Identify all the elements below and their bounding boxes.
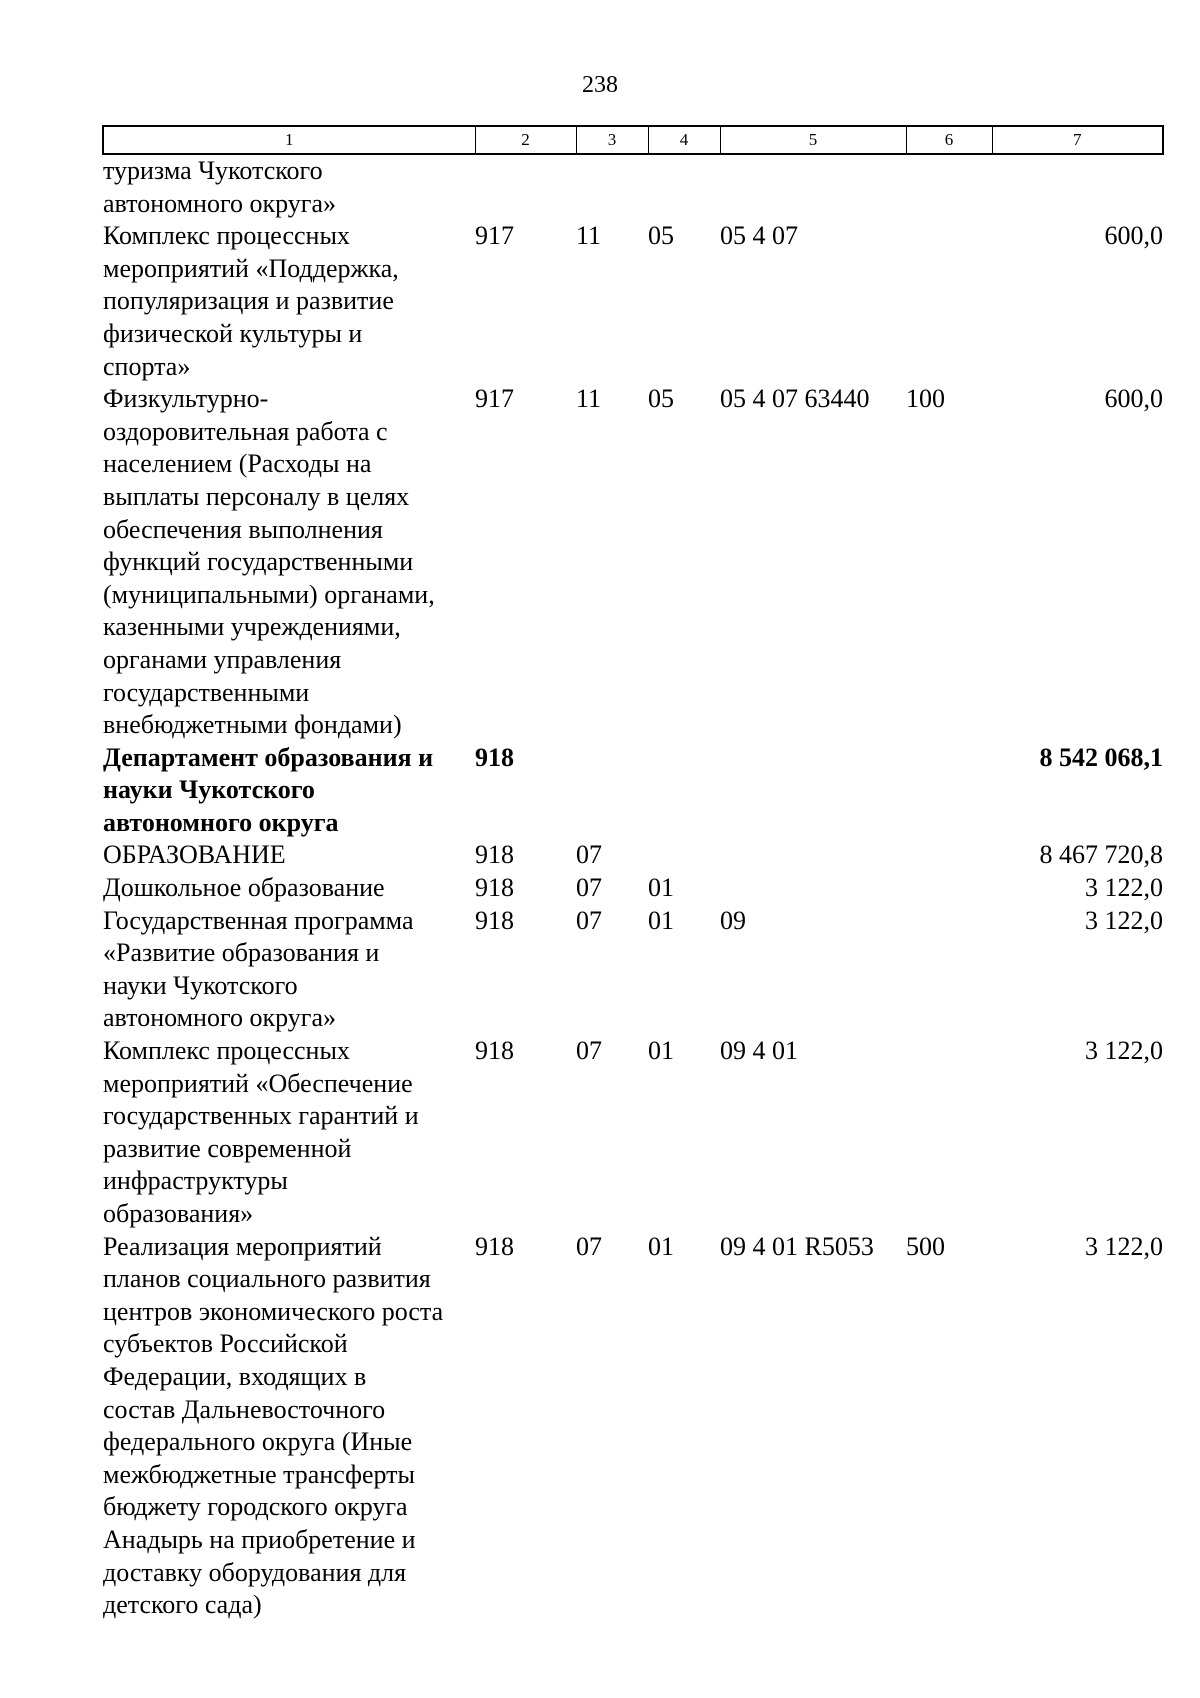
amount-cell: 3 122,0 [1085, 1036, 1163, 1066]
subsection-cell: 05 [648, 221, 674, 251]
section-cell: 07 [576, 873, 602, 903]
item-name-line: популяризация и развитие [103, 286, 394, 316]
item-name-line: физической культуры и [103, 318, 363, 348]
item-name-line: автономного округа» [103, 1003, 336, 1033]
code-cell: 918 [475, 873, 514, 903]
item-name-line: бюджету городского округа [103, 1492, 408, 1522]
code-cell: 918 [475, 840, 514, 870]
column-number-7: 7 [992, 126, 1163, 154]
item-name-line: Дошкольное образование [103, 873, 385, 903]
item-name-cell [103, 154, 475, 220]
column-number-5: 5 [720, 126, 906, 154]
item-name-line: Государственная программа [103, 905, 414, 935]
expense-type-cell: 500 [906, 1231, 945, 1261]
subsection-cell: 01 [648, 1036, 674, 1066]
expense-type-cell [906, 154, 992, 220]
code-cell: 917 [475, 384, 514, 414]
item-name-line: центров экономического роста [103, 1296, 444, 1326]
expense-type-cell [906, 1035, 992, 1231]
item-name-line: автономного округа [103, 807, 339, 837]
section-cell [576, 154, 648, 220]
item-name-line: образования» [103, 1199, 254, 1228]
column-number-2: 2 [475, 126, 576, 154]
expense-type-cell: 100 [906, 384, 945, 414]
item-name-line: планов социального развития [103, 1264, 431, 1294]
table-row [103, 742, 1163, 840]
column-number-3: 3 [576, 126, 648, 154]
item-name-line: науки Чукотского [103, 775, 315, 805]
item-name-line: детского сада) [103, 1590, 262, 1620]
item-name-line: Анадырь на приобретение и [103, 1524, 416, 1554]
column-number-6: 6 [906, 126, 992, 154]
page-number: 238 [582, 72, 618, 98]
item-name-line: состав Дальневосточного [103, 1394, 386, 1424]
item-name-cell [103, 742, 475, 840]
table-row [103, 154, 1163, 220]
expense-type-cell [906, 839, 992, 872]
amount-cell: 3 122,0 [1085, 905, 1163, 935]
amount-cell [992, 154, 1163, 220]
subsection-cell [648, 839, 720, 872]
target-item-cell: 09 4 01 [720, 1036, 798, 1066]
subsection-cell: 01 [648, 905, 674, 935]
item-name-line: автономного округа» [103, 188, 336, 218]
code-cell: 918 [475, 1036, 514, 1066]
table-body [103, 154, 1163, 1622]
table-row [103, 220, 1163, 383]
item-name-line: «Развитие образования и [103, 938, 380, 968]
item-name-cell [103, 872, 475, 905]
section-cell: 11 [576, 221, 602, 251]
item-name-cell [103, 1231, 475, 1622]
item-name-line: туризма Чукотского [103, 156, 323, 185]
code-cell: 918 [475, 905, 514, 935]
section-cell: 11 [576, 384, 602, 414]
table-row [103, 1231, 1163, 1622]
subsection-cell [648, 154, 720, 220]
item-name-line: обеспечения выполнения [103, 514, 383, 544]
code-cell: 917 [475, 221, 514, 251]
section-cell [576, 742, 648, 840]
section-cell: 07 [576, 1231, 602, 1261]
item-name-cell [103, 220, 475, 383]
target-item-cell [720, 742, 906, 840]
expense-type-cell [906, 872, 992, 905]
amount-cell: 3 122,0 [1085, 1231, 1163, 1261]
section-cell: 07 [576, 840, 602, 870]
item-name-cell [103, 839, 475, 872]
target-item-cell: 09 [720, 905, 746, 935]
item-name-line: органами управления [103, 644, 342, 674]
item-name-line: Комплекс процессных [103, 221, 350, 251]
item-name-line: ОБРАЗОВАНИЕ [103, 840, 286, 870]
expense-type-cell [906, 742, 992, 840]
section-cell: 07 [576, 905, 602, 935]
item-name-cell [103, 905, 475, 1035]
subsection-cell [648, 742, 720, 840]
item-name-line: развитие современной [103, 1133, 352, 1163]
section-cell: 07 [576, 1036, 602, 1066]
item-name-cell [103, 383, 475, 742]
code-cell [475, 154, 576, 220]
item-name-line: (муниципальными) органами, [103, 579, 435, 609]
target-item-cell [720, 872, 906, 905]
item-name-line: внебюджетными фондами) [103, 710, 402, 740]
subsection-cell: 01 [648, 1231, 674, 1261]
item-name-line: доставку оборудования для [103, 1557, 407, 1587]
table-row [103, 383, 1163, 742]
item-name-line: федерального округа (Иные [103, 1427, 413, 1457]
column-number-1: 1 [103, 126, 475, 154]
subsection-cell: 05 [648, 384, 674, 414]
target-item-cell: 05 4 07 [720, 221, 798, 251]
column-number-4: 4 [648, 126, 720, 154]
item-name-line: субъектов Российской [103, 1329, 348, 1359]
item-name-line: инфраструктуры [103, 1166, 288, 1196]
item-name-line: Реализация мероприятий [103, 1231, 382, 1261]
item-name-line: государственных гарантий и [103, 1101, 419, 1131]
expense-type-cell [906, 905, 992, 1035]
amount-cell: 8 467 720,8 [1039, 840, 1163, 870]
table-row [103, 872, 1163, 905]
amount-cell: 600,0 [1104, 221, 1163, 251]
table-row [103, 905, 1163, 1035]
item-name-line: Комплекс процессных [103, 1036, 350, 1066]
item-name-line: населением (Расходы на [103, 449, 372, 479]
amount-cell: 600,0 [1104, 384, 1163, 414]
item-name-line: спорта» [103, 351, 191, 381]
item-name-line: оздоровительная работа с [103, 416, 388, 446]
item-name-line: мероприятий «Поддержка, [103, 253, 399, 283]
item-name-line: науки Чукотского [103, 970, 298, 1000]
expense-type-cell [906, 220, 992, 383]
item-name-line: казенными учреждениями, [103, 612, 401, 642]
code-cell: 918 [475, 1231, 514, 1261]
subsection-cell: 01 [648, 873, 674, 903]
item-name-line: Федерации, входящих в [103, 1361, 367, 1391]
item-name-line: функций государственными [103, 547, 414, 577]
amount-cell: 3 122,0 [1085, 873, 1163, 903]
item-name-line: мероприятий «Обеспечение [103, 1068, 413, 1098]
amount-cell: 8 542 068,1 [1039, 742, 1163, 772]
item-name-line: межбюджетные трансферты [103, 1459, 415, 1489]
target-item-cell: 09 4 01 R5053 [720, 1231, 874, 1261]
target-item-cell [720, 154, 906, 220]
budget-table [102, 125, 1164, 1622]
target-item-cell [720, 839, 906, 872]
item-name-line: государственными [103, 677, 310, 707]
item-name-cell [103, 1035, 475, 1231]
item-name-line: Департамент образования и [103, 742, 434, 772]
item-name-line: выплаты персоналу в целях [103, 481, 410, 511]
code-cell: 918 [475, 742, 514, 772]
table-row [103, 839, 1163, 872]
column-number-row [103, 126, 1163, 154]
table-row [103, 1035, 1163, 1231]
item-name-line: Физкультурно- [103, 384, 269, 414]
target-item-cell: 05 4 07 63440 [720, 384, 870, 414]
